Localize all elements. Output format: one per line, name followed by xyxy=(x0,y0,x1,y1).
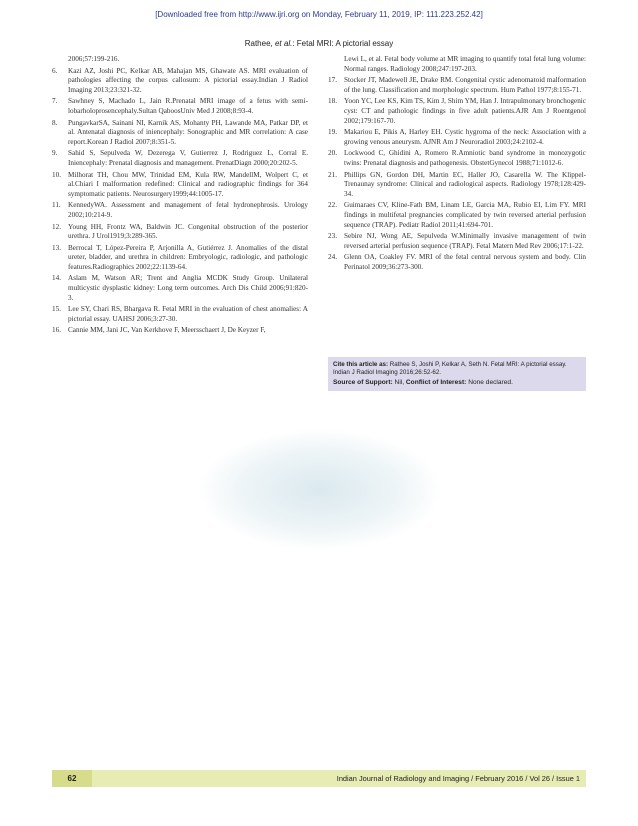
running-head-authors: Rathee, xyxy=(244,39,275,48)
reference-number: 24. xyxy=(328,253,337,262)
reference-item xyxy=(52,326,308,336)
reference-item xyxy=(52,55,308,65)
reference-number: 21. xyxy=(328,170,337,179)
reference-number: 6. xyxy=(52,66,58,75)
citation-label: Cite this article as: xyxy=(333,361,389,368)
reference-number: 10. xyxy=(52,170,61,179)
support-text: Nil, xyxy=(392,379,406,386)
reference-text: Sahid S, Sepulveda W, Dezerega V, Gutierrez J, Rodriguez L, Corral E. Iniencephaly: Prenatal diagnosis and management. PrenatDiagn 2000;20:202-5. xyxy=(68,149,308,167)
reference-item xyxy=(328,76,586,95)
conflict-text: None declared. xyxy=(466,379,513,386)
reference-text: PungavkarSA, Sainani NI, Karnik AS, Mohanty PH, Lawande MA, Patkar DP, et al. Antenatal diagnosis of iniencephaly: Sonographic and MR correlation: A case report.Korean J Radiol 2007;8:351-5. xyxy=(68,118,308,146)
reference-number: 17. xyxy=(328,76,337,85)
reference-text: Guimaraes CV, Kline-Fath BM, Linam LE, Garcia MA, Rubio EI, Lim FY. MRI findings in multifetal pregnancies complicated by twin reversed arterial perfusion sequence (TRAP). Pediatr Radiol 2011;41:694-701. xyxy=(344,201,586,229)
support-line xyxy=(333,379,581,387)
reference-item xyxy=(328,55,586,74)
reference-item xyxy=(328,232,586,251)
reference-item xyxy=(52,305,308,324)
reference-number: 11. xyxy=(52,201,61,210)
reference-number: 18. xyxy=(328,97,337,106)
reference-item xyxy=(52,201,308,220)
reference-number: 9. xyxy=(52,149,58,158)
reference-item xyxy=(52,223,308,242)
reference-text: Sebire NJ, Wong AE, Sepulveda W.Minimally invasive management of twin reversed arterial perfusion sequence (TRAP). Fetal Matern Med Rev 2006;17:1-22. xyxy=(344,232,586,250)
reference-item xyxy=(52,97,308,116)
reference-number: 12. xyxy=(52,222,61,231)
references-left-column xyxy=(52,55,308,338)
reference-item xyxy=(52,67,308,96)
citation-text: Rathee S, Joshi P, Kelkar A, Seth N. Fetal MRI: A pictorial essay. Indian J Radiol Imaging 2016;26:52-62. xyxy=(333,361,567,376)
reference-item xyxy=(328,201,586,230)
reference-number: 22. xyxy=(328,201,337,210)
reference-item xyxy=(52,171,308,200)
reference-text: Stocker JT, Madewell JE, Drake RM. Congenital cystic adenomatoid malformation of the lung. Classification and morphologic spectrum. Hum Pathol 1977;8:155-71. xyxy=(344,76,586,94)
reference-text: Yoon YC, Lee KS, Kim TS, Kim J, Shim YM, Han J. Intrapulmonary bronchogenic cyst: CT and pathologic findings in five adult patients.AJR Am J Roentgenol 2002;179:167-70. xyxy=(344,97,586,125)
reference-text: KennedyWA. Assessment and management of fetal hydronephrosis. Urology 2002;10:214-9. xyxy=(68,201,308,219)
running-head xyxy=(0,39,638,48)
reference-number: 14. xyxy=(52,274,61,283)
page-footer xyxy=(52,770,586,787)
page-number: 62 xyxy=(52,770,92,787)
reference-text: Cannie MM, Jani JC, Van Kerkhove F, Meersschaert J, De Keyzer F, xyxy=(68,326,266,335)
reference-text: Lee SY, Chari RS, Bhargava R. Fetal MRI in the evaluation of chest anomalies: A pictorial essay. UAHSJ 2006;3:27-30. xyxy=(68,305,308,323)
citation-box xyxy=(328,357,586,391)
reference-item xyxy=(52,244,308,273)
reference-text: 2006;57:199-216. xyxy=(68,55,120,63)
watermark-seal xyxy=(200,430,440,550)
reference-number: 8. xyxy=(52,118,58,127)
reference-text: Lewi L, et al. Fetal body volume at MR imaging to quantify total fetal lung volume: Normal ranges. Radiology 2008;247:197-203. xyxy=(344,55,586,73)
reference-number: 7. xyxy=(52,97,58,106)
reference-text: Makariou E, Pikis A, Harley EH. Cystic hygroma of the neck: Association with a growing venous aneurysm. AJNR Am J Neuroradiol 2003;24:2102-4. xyxy=(344,128,586,146)
references-right-column xyxy=(328,55,586,274)
citation-line xyxy=(333,361,581,377)
running-head-etal: et al. xyxy=(274,39,293,48)
reference-item xyxy=(328,253,586,272)
reference-text: Young HH, Frontz WA, Baldwin JC. Congenital obstruction of the posterior urethra. J Urol1919;3:289-365. xyxy=(68,222,308,241)
reference-item xyxy=(328,149,586,168)
reference-text: Phillips GN, Gordon DH, Martin EC, Haller JO, Casarella W. The Klippel-Trenaunay syndrome: Clinical and radiological aspects. Radiology 1978;128:429-34. xyxy=(344,170,586,198)
reference-number: 16. xyxy=(52,326,61,335)
running-head-title: : Fetal MRI: A pictorial essay xyxy=(292,39,394,48)
journal-citation-line: Indian Journal of Radiology and Imaging / February 2016 / Vol 26 / Issue 1 xyxy=(336,774,580,783)
reference-text: Milhorat TH, Chou MW, Trinidad EM, Kula RW, MandellM, Wolpert C, et al.Chiari I malformation redefined: Clinical and radiographic findings for 364 symptomatic patients. Neurosurgery1999;44:1005-17. xyxy=(68,170,308,198)
reference-text: Sawhney S, Machado L, Jain R.Prenatal MRI image of a fetus with semi-lobarholoprosencephaly.Sultan QaboosUniv Med J 2008;8:93-4. xyxy=(68,97,308,115)
reference-number: 19. xyxy=(328,128,337,137)
reference-item xyxy=(328,97,586,126)
reference-text: Aslam M, Watson AR; Trent and Anglia MCDK Study Group. Unilateral multicystic dysplastic kidney: Long term outcomes. Arch Dis Child 2006;91:820-3. xyxy=(68,274,308,302)
reference-item xyxy=(328,128,586,147)
reference-number: 20. xyxy=(328,149,337,158)
reference-item xyxy=(52,274,308,303)
reference-text: Berrocal T, López-Pereira P, Arjonilla A, Gutiérrez J. Anomalies of the distal ureter, bladder, and urethra in children: Embryologic, radiologic, and pathologic features.Radiographics 2002;22:1139-64. xyxy=(68,243,308,271)
support-label: Source of Support: xyxy=(333,379,393,386)
reference-item xyxy=(52,149,308,168)
reference-text: Lockwood C, Ghidini A, Romero R.Amniotic band syndrome in monozygotic twins: Prenatal diagnosis and pathogenesis. ObstetGynecol 1988;71:1012-6. xyxy=(344,149,586,167)
download-banner: [Downloaded free from http://www.ijri.org on Monday, February 11, 2019, IP: 111.223.252.42] xyxy=(155,10,483,19)
reference-item xyxy=(52,119,308,148)
conflict-label: Conflict of Interest: xyxy=(405,379,467,386)
reference-text: Kazi AZ, Joshi PC, Kelkar AB, Mahajan MS, Ghawate AS. MRI evaluation of pathologies affecting the corpus callosum: A pictorial essay.Indian J Radiol Imaging 2013;23:321-32. xyxy=(68,66,308,94)
reference-number: 23. xyxy=(328,232,337,241)
reference-item xyxy=(328,171,586,200)
reference-number: 13. xyxy=(52,243,61,252)
reference-number: 15. xyxy=(52,305,61,314)
reference-text: Glenn OA, Coakley FV. MRI of the fetal central nervous system and body. Clin Perinatol 2009;36:273-300. xyxy=(344,253,586,271)
